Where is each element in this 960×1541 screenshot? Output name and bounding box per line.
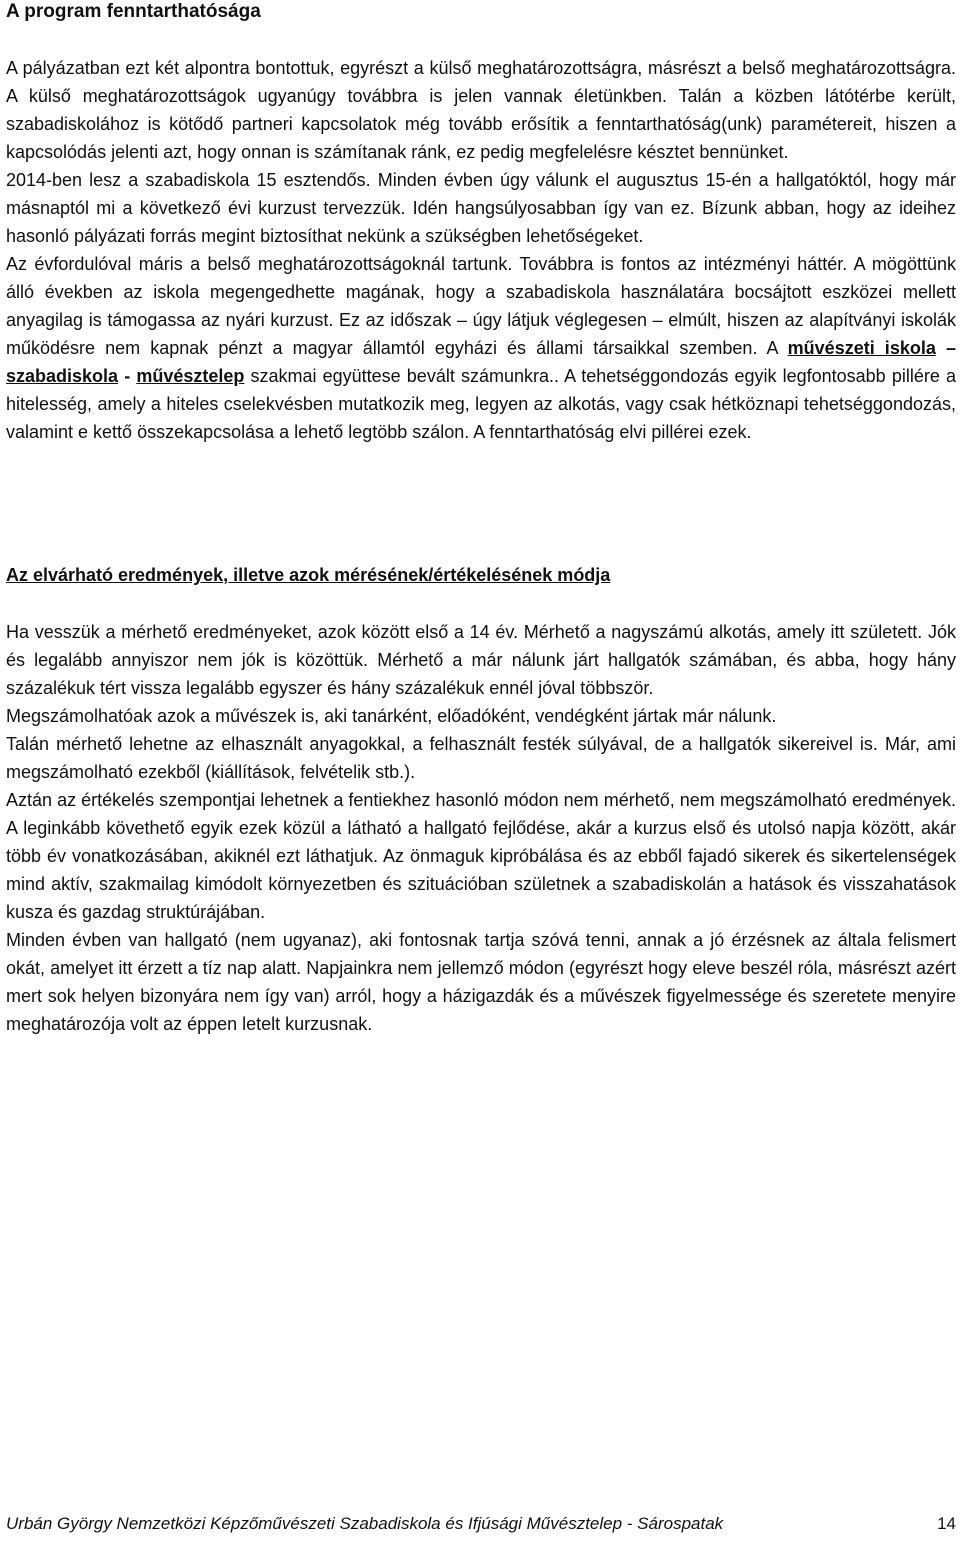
paragraph-evaluation: Aztán az értékelés szempontjai lehetnek a fentiekhez hasonló módon nem mérhető, nem megszámolható eredmények. A leginkább követhető egyik ezek közül a látható a hallgató fejlődése, akár a kurzus első és utolsó napja között, akár több év vonatkozásában, akiknél ezt láthatjuk. Az önmaguk kipróbálása és az ebből fajadó sikerek és sikertelenségek mind aktív, szakmailag kimódolt környezetben és szituációban születnek a szabadiskolán a hatások és visszahatások kusza és gazdag struktúrájában. (6, 790, 956, 922)
sustainability-section (6, 54, 956, 446)
page-footer (6, 1513, 956, 1535)
emphasis-art-school: művészeti iskola (787, 338, 936, 358)
page-number: 14 (937, 1514, 956, 1533)
emphasis-art-colony: művésztelep (136, 366, 245, 386)
emphasis-free-school: szabadiskola (6, 366, 119, 386)
paragraph-anniversary-text-1: 2014-ben lesz a szabadiskola 15 esztendős. (6, 170, 371, 190)
emphasis-dash-1: – (945, 338, 956, 358)
paragraph-anniversary-text-2: Minden évben úgy válunk el augusztus 15-én a hallgatóktól, hogy már másnaptól mi a következő évi kurzust tervezzük. Idén hangsúlyosabban így van ez. Bízunk abban, hogy az ideihez hasonló pályázati forrás megint biztosíthat nekünk a szükségben lehetőségeket. (6, 170, 956, 246)
paragraph-internal-text-2: szakmai együttese bevált számunkra.. A tehetséggondozás egyik legfontosabb pillére a hitelesség, amely a hiteles cselekvésben mutatkozik meg, legyen az alkotás, vagy csak hétköznapi tehetséggondozás, valamint e kettő összekapcsolása a lehető legtöbb szálon. A fenntarthatóság elvi pillérei ezek. (6, 366, 956, 442)
paragraph-internal-text-1: Az évfordulóval máris a belső meghatározottságoknál tartunk. Továbbra is fontos az intézményi háttér. A mögöttünk álló években az iskola megengedhette magának, hogy a szabadiskola használatára bocsájtott eszközei mellett anyagilag is támogassa az nyári kurzust. Ez az időszak – úgy látjuk véglegesen – elmúlt, hiszen az alapítványi iskolák működésre nem kapnak pénzt a magyar államtól egyházi és állami társaikkal szemben. A (6, 254, 956, 358)
emphasis-dash-2: - (124, 366, 131, 386)
paragraph-materials: Talán mérhető lehetne az elhasznált anyagokkal, a felhasznált festék súlyával, de a hallgatók sikereivel is. Már, ami megszámolható ezekből (kiállítások, felvételik stb.). (6, 734, 956, 782)
paragraph-anniversary (6, 166, 956, 250)
section-title: A program fenntarthatósága (6, 1, 261, 22)
paragraph-students: Minden évben van hallgató (nem ugyanaz), aki fontosnak tartja szóvá tenni, annak a jó érzésnek az általa felismert okát, amelyet itt érzett a tíz nap alatt. Napjainkra nem jellemző módon (egyrészt hogy eleve beszél róla, másrészt azért mert sok helyen bizonyára nem így van) arról, hogy a házigazdák és a művészek figyelmessége és szeretete menyire meghatározója volt az éppen letelt kurzusnak. (6, 930, 956, 1034)
paragraph-artists: Megszámolhatóak azok a művészek is, aki tanárként, előadóként, vendégként jártak már nálunk. (6, 706, 777, 726)
results-section (6, 618, 956, 1038)
footer-text: Urbán György Nemzetközi Képzőművészeti Szabadiskola és Ifjúsági Művésztelep - Sárospatak (6, 1514, 724, 1533)
paragraph-internal (6, 250, 956, 446)
paragraph-intro-text-2: A külső meghatározottságok ugyanúgy továbbra is jelen vannak életünkben. Talán a közben látótérbe került, szabadiskolához is kötődő partneri kapcsolatok még tovább erősítik a fenntarthatóság(unk) paramétereit, hiszen a kapcsolódás jelenti azt, hogy onnan is számítanak ránk, ez pedig megfelelésre késztet bennünket. (6, 86, 956, 162)
paragraph-intro-text-1: A pályázatban ezt két alpontra bontottuk, egyrészt a külső meghatározottságra, másrészt a belső meghatározottságra. (6, 58, 956, 78)
paragraph-measurable: Ha vesszük a mérhető eredményeket, azok között első a 14 év. Mérhető a nagyszámú alkotás, amely itt született. Jók és legalább annyiszor nem jók is közöttük. Mérhető a már nálunk járt hallgatók számában, és abba, hogy hány százalékuk tért vissza legalább egyszer és hány százalékuk ennél jóval többször. (6, 622, 956, 698)
paragraph-intro (6, 54, 956, 166)
results-heading: Az elvárható eredmények, illetve azok mérésének/értékelésének módja (6, 565, 611, 585)
